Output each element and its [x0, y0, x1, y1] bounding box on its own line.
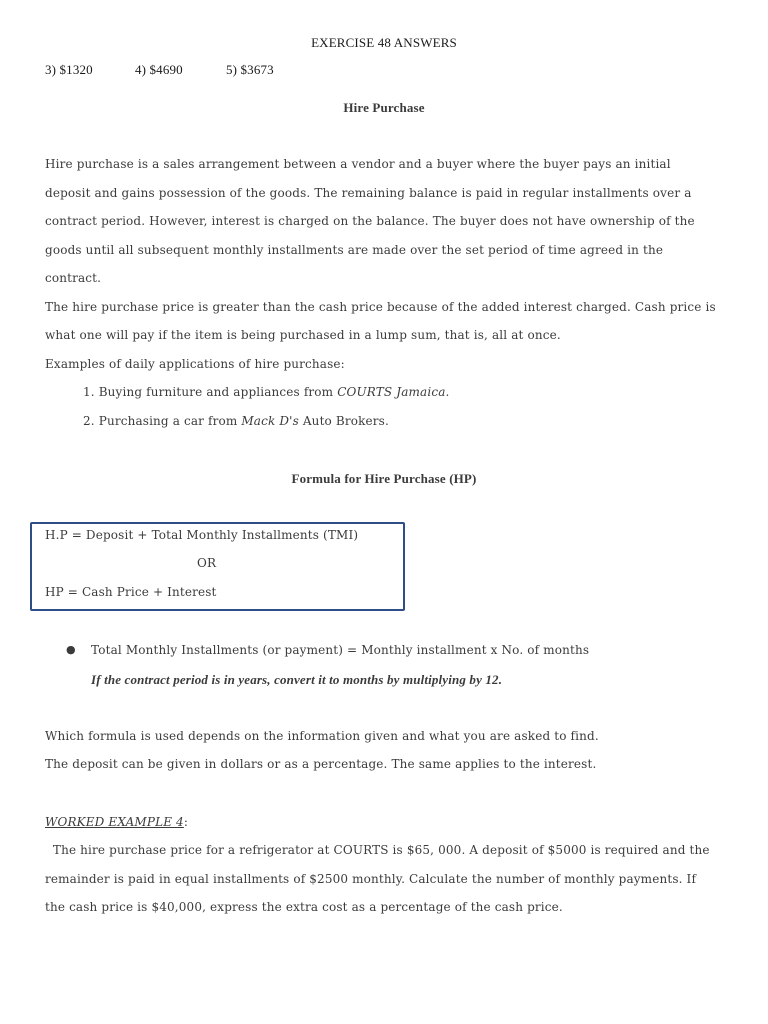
formula-line-2: HP = Cash Price + Interest: [45, 585, 217, 599]
paragraph-line: contract.: [45, 271, 102, 285]
answer-4: 4) $4690: [135, 62, 183, 77]
paragraph-line: The hire purchase price is greater than the cash price because of the added interest charged. Cash price is: [45, 300, 716, 314]
examples-intro: Examples of daily applications of hire purchase:: [45, 357, 345, 371]
years-to-months-note: If the contract period is in years, convert it to months by multiplying by 12.: [91, 672, 503, 687]
guidance-line: The deposit can be given in dollars or as a percentage. The same applies to the interest.: [45, 757, 597, 771]
answer-5: 5) $3673: [226, 62, 274, 77]
tmi-formula: Total Monthly Installments (or payment) = Monthly installment x No. of months: [91, 643, 590, 657]
colon: :: [183, 815, 189, 829]
example-line: The hire purchase price for a refrigerator at COURTS is $65, 000. A deposit of $5000 is required and the: [45, 843, 710, 857]
answer-3: 3) $1320: [45, 62, 93, 77]
worked-example-label: [45, 815, 188, 829]
paragraph-line: deposit and gains possession of the goods. The remaining balance is paid in regular installments over a: [45, 186, 692, 200]
paragraph-line: goods until all subsequent monthly installments are made over the set period of time agreed in the: [45, 243, 664, 257]
bullet-icon: ●: [66, 643, 76, 656]
store-name: COURTS Jamaica: [337, 385, 446, 399]
paragraph-line: what one will pay if the item is being purchased in a lump sum, that is, all at once.: [45, 328, 561, 342]
example-line: remainder is paid in equal installments of $2500 monthly. Calculate the number of monthly payments. If: [45, 872, 697, 886]
example-item-1: [83, 385, 449, 399]
example-text: 2. Purchasing a car from: [83, 414, 242, 428]
worked-example-title: WORKED EXAMPLE 4: [45, 815, 184, 829]
example-text: 1. Buying furniture and appliances from: [83, 385, 338, 399]
formula-or: OR: [197, 556, 217, 570]
example-line: the cash price is $40,000, express the extra cost as a percentage of the cash price.: [45, 900, 563, 914]
store-name: Mack D's: [241, 414, 299, 428]
example-item-2: [83, 414, 389, 428]
example-text: Auto Brokers.: [298, 414, 389, 428]
example-text: .: [445, 385, 450, 399]
paragraph-line: contract period. However, interest is charged on the balance. The buyer does not have ownership of the: [45, 214, 695, 228]
page-title: EXERCISE 48 ANSWERS: [311, 35, 457, 50]
section-heading-hire-purchase: Hire Purchase: [343, 100, 425, 115]
paragraph-line: Hire purchase is a sales arrangement between a vendor and a buyer where the buyer pays an initial: [45, 157, 671, 171]
section-heading-formula: Formula for Hire Purchase (HP): [291, 471, 477, 486]
formula-line-1: H.P = Deposit + Total Monthly Installments (TMI): [45, 528, 359, 542]
guidance-line: Which formula is used depends on the information given and what you are asked to find.: [45, 729, 599, 743]
